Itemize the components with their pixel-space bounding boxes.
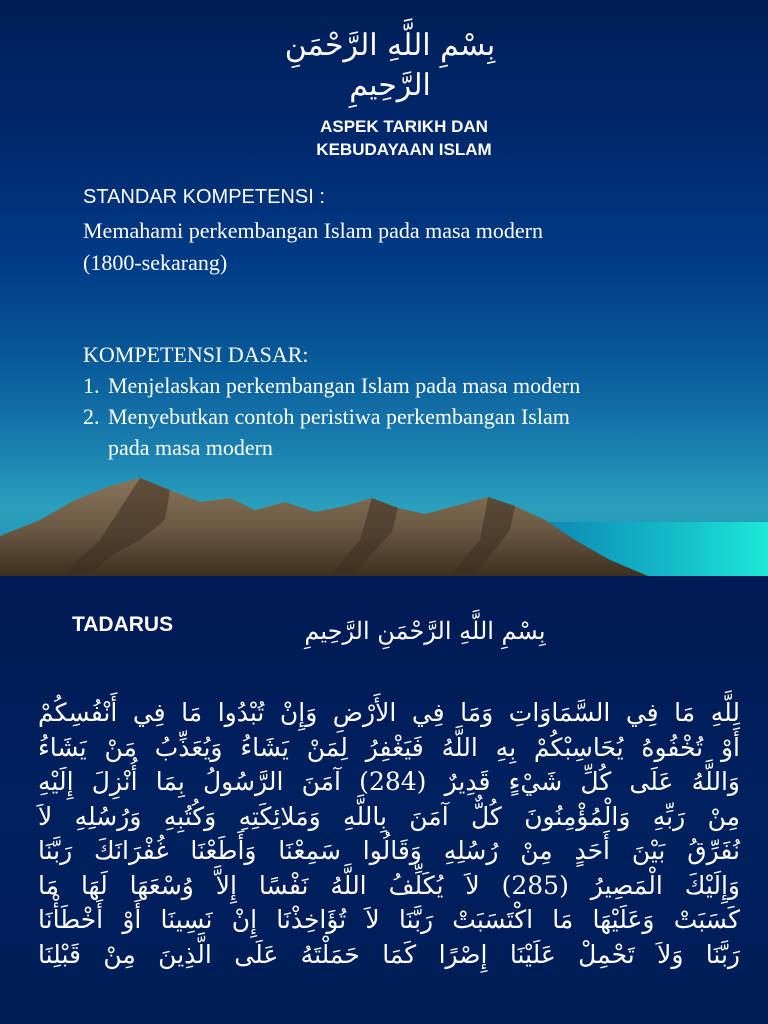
kd-item-number: 2.: [83, 404, 100, 429]
sk-body-line-1: Memahami perkembangan Islam pada masa modern: [83, 218, 544, 243]
verse-text: [38, 696, 740, 972]
basmala-line-1: بِسْمِ اللَّهِ الرَّحْمَنِ: [284, 28, 496, 63]
basmala: بِسْمِ اللَّهِ الرَّحْمَنِ الرَّحِيمِ: [304, 617, 546, 645]
basmala-line-2: الرَّحِيمِ: [349, 68, 431, 103]
kd-heading: KOMPETENSI DASAR:: [83, 342, 309, 367]
verse-line: كَسَبَتْ وَعَلَيْهَا مَا اكْتَسَبَتْ رَبَّنَا لاَ تُؤَاخِذْنَا إِنْ نَسِينَا أَوْ أَخْطَأْنَا: [38, 905, 740, 934]
verse-line: وَإِلَيْكَ الْمَصِيرُ (285) لاَ يُكَلِّفُ اللَّهُ نَفْسًا إِلاَّ وُسْعَهَا لَهَا مَا: [38, 870, 740, 900]
slide-2: [0, 576, 768, 1024]
title-line-1: ASPEK TARIKH DAN: [320, 117, 488, 136]
verse-line: أَوْ تُخْفُوهُ يُحَاسِبْكُمْ بِهِ اللَّهُ فَيَغْفِرُ لِمَنْ يَشَاءُ وَيُعَذِّبُ مَنْ يَشَاءُ: [38, 732, 740, 762]
verse-line: وَاللَّهُ عَلَى كُلِّ شَيْءٍ قَدِيرٌ (284) آمَنَ الرَّسُولُ بِمَا أُنْزِلَ إِلَيْهِ: [38, 767, 740, 796]
kd-item-text: Menjelaskan perkembangan Islam pada masa modern: [108, 373, 581, 398]
sk-heading: STANDAR KOMPETENSI :: [83, 186, 325, 208]
kd-item-number: 1.: [83, 373, 100, 398]
tadarus-heading: TADARUS: [72, 613, 174, 636]
title-line-2: KEBUDAYAAN ISLAM: [316, 140, 492, 159]
verse-line: نُفَرِّقُ بَيْنَ أَحَدٍ مِنْ رُسُلِهِ وَقَالُوا سَمِعْنَا وَأَطَعْنَا غُفْرَانَكَ رَبَّنَا: [38, 836, 740, 865]
sk-body-line-2: (1800-sekarang): [83, 250, 228, 275]
verse-line: لِلَّهِ مَا فِي السَّمَاوَاتِ وَمَا فِي الأَرْضِ وَإِنْ تُبْدُوا مَا فِي أَنْفُسِكُمْ: [38, 698, 740, 727]
kd-item-text-cont: pada masa modern: [108, 435, 273, 460]
verse-line: رَبَّنَا وَلاَ تَحْمِلْ عَلَيْنَا إِصْرًا كَمَا حَمَلْتَهُ عَلَى الَّذِينَ مِنْ قَبْلِنَا: [38, 939, 740, 969]
kd-item-text: Menyebutkan contoh peristiwa perkembangan Islam: [108, 404, 570, 429]
verse-line: مِنْ رَبِّهِ وَالْمُؤْمِنُونَ كُلٌّ آمَنَ بِاللَّهِ وَمَلائِكَتِهِ وَكُتُبِهِ وَرُسُلِهِ لاَ: [38, 801, 740, 831]
